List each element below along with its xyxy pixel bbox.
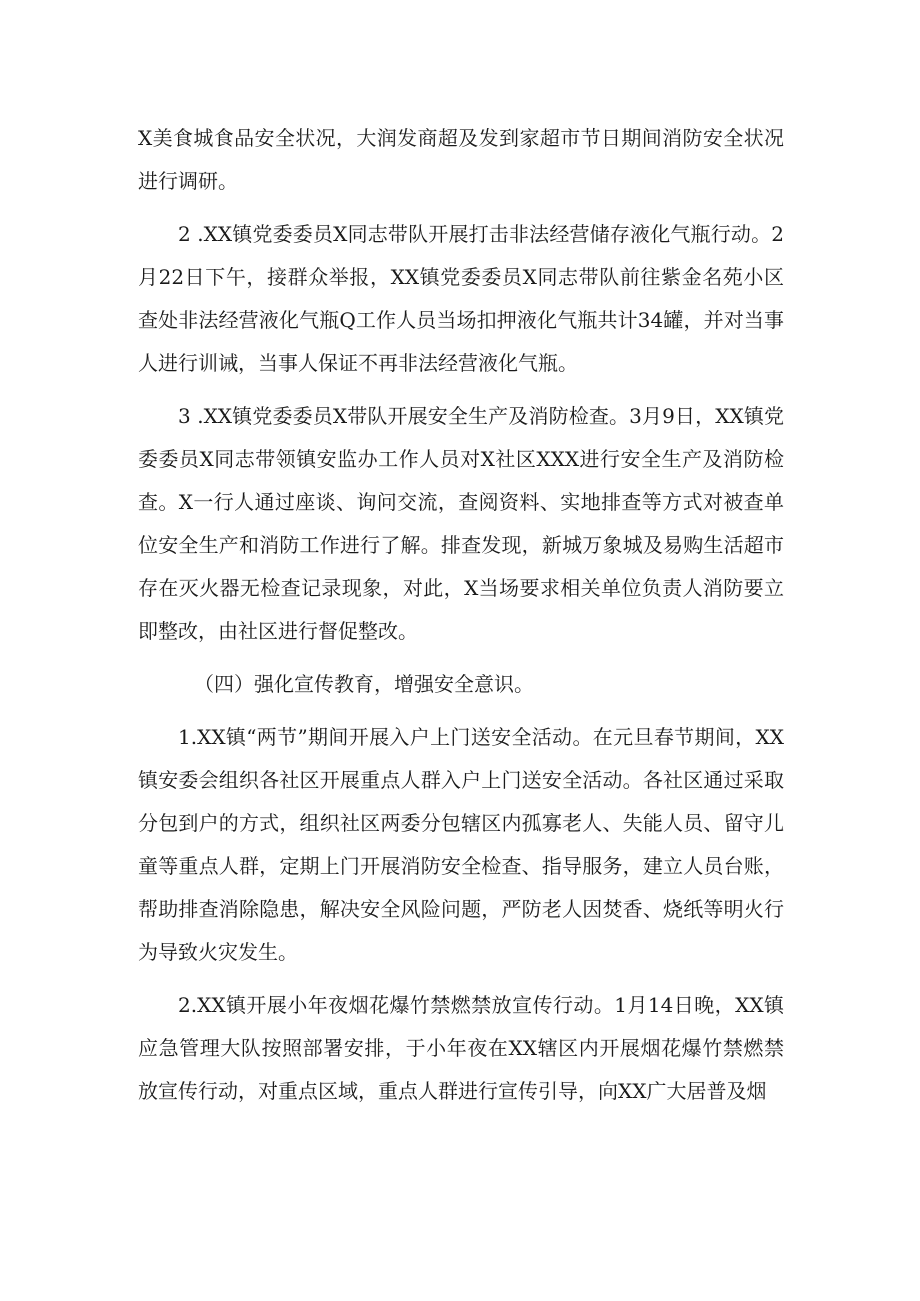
section-heading-four: （四）强化宣传教育，增强安全意识。 (194, 672, 534, 696)
paragraph-continuation: X美食城食品安全状况，大润发商超及发到家超市节日期间消防安全状况进行调研。 (138, 126, 784, 193)
document-body (138, 117, 784, 1123)
paragraph-item-3-safety-inspection: 3 .XX镇党委委员X带队开展安全生产及消防检查。3月9日，XX镇党委委员X同志带领镇安监办工作人员对X社区XXX进行安全生产及消防检查。X一行人通过座谈、询问交流，查阅资料、实地排查等方式对被查单位安全生产和消防工作进行了解。排查发现，新城万象城及易购生活超市存在灭火器无检查记录现象，对此，X当场要求相关单位负责人消防要立即整改，由社区进行督促整改。 (138, 404, 784, 643)
paragraph-item-2-lpg-crackdown: 2 .XX镇党委委员X同志带队开展打击非法经营储存液化气瓶行动。2月22日下午，接群众举报，XX镇党委委员X同志带队前往紫金名苑小区查处非法经营液化气瓶Q工作人员当场扣押液化气瓶共计34罐，并对当事人进行训诫，当事人保证不再非法经营液化气瓶。 (138, 222, 784, 375)
paragraph-item-2-firework-ban: 2.XX镇开展小年夜烟花爆竹禁燃禁放宣传行动。1月14日晚，XX镇应急管理大队按照部署安排，于小年夜在XX辖区内开展烟花爆竹禁燃禁放宣传行动，对重点区域，重点人群进行宣传引导，向XX广大居普及烟 (138, 993, 784, 1103)
paragraph-item-1-home-safety: 1.XX镇“两节”期间开展入户上门送安全活动。在元旦春节期间，XX镇安委会组织各社区开展重点人群入户上门送安全活动。各社区通过采取分包到户的方式，组织社区两委分包辖区内孤寡老人、失能人员、留守儿童等重点人群，定期上门开展消防安全检查、指导服务，建立人员台账，帮助排查消除隐患，解决安全风险问题，严防老人因焚香、烧纸等明火行为导致火灾发生。 (138, 725, 784, 964)
